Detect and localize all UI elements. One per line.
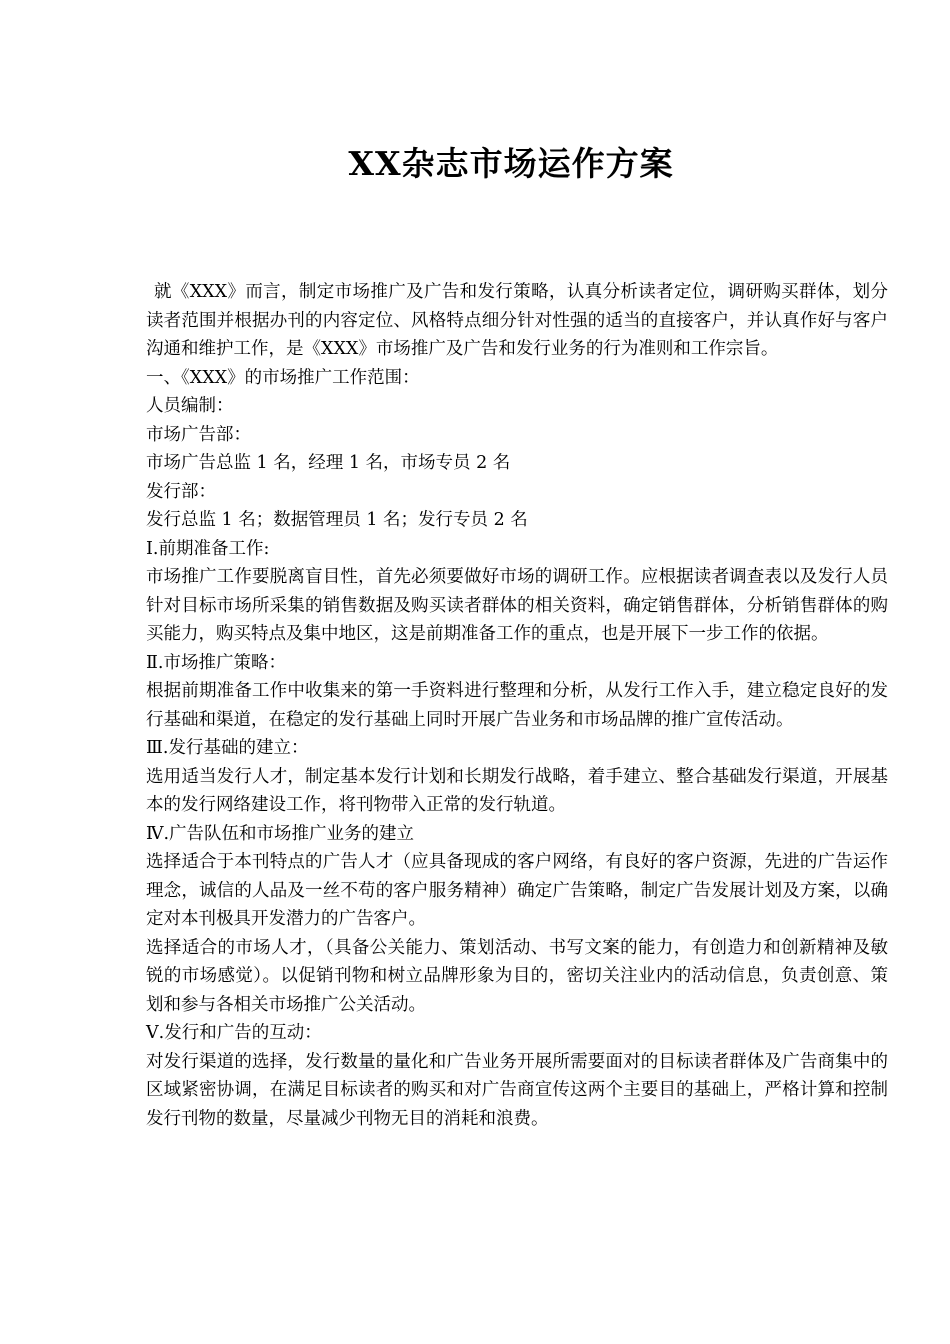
intro-paragraph: 就《XXX》而言，制定市场推广及广告和发行策略，认真分析读者定位，调研购买群体，划分读者范围并根据办刊的内容定位、风格特点细分针对性强的适当的直接客户，并认真作好与客户沟通和维护工作，是《XXX》市场推广及广告和发行业务的行为准则和工作宗旨。 — [146, 282, 888, 359]
marketing-dept-label: 市场广告部： — [146, 424, 251, 445]
staffing-label: 人员编制： — [146, 396, 234, 416]
heading-strategy: Ⅱ.市场推广策略： — [146, 652, 286, 673]
marketing-dept-staff: 市场广告总监 1 名，经理 1 名，市场专员 2 名 — [146, 453, 511, 473]
section-heading-scope: 一、《XXX》的市场推广工作范围： — [146, 367, 420, 388]
paragraph-distribution-base: 选用适当发行人才，制定基本发行计划和长期发行战略，着手建立、整合基础发行渠道，开展基本的发行网络建设工作，将刊物带入正常的发行轨道。 — [146, 766, 888, 815]
paragraph-strategy: 根据前期准备工作中收集来的第一手资料进行整理和分析，从发行工作入手，建立稳定良好的发行基础和渠道，在稳定的发行基础上同时开展广告业务和市场品牌的推广宣传活动。 — [146, 681, 888, 730]
heading-distribution-base: Ⅲ.发行基础的建立： — [146, 738, 309, 758]
heading-advertising-team: Ⅳ.广告队伍和市场推广业务的建立 — [146, 823, 415, 844]
paragraph-advertising-team: 选择适合于本刊特点的广告人才（应具备现成的客户网络，有良好的客户资源，先进的广告运作理念，诚信的人品及一丝不苟的客户服务精神）确定广告策略，制定广告发展计划及方案，以确定对本刊极具开发潜力的广告客户。 — [146, 852, 888, 929]
distribution-dept-label: 发行部： — [146, 481, 216, 502]
paragraph-interaction: 对发行渠道的选择，发行数量的量化和广告业务开展所需要面对的目标读者群体及广告商集中的区域紧密协调，在满足目标读者的购买和对广告商宣传这两个主要目的基础上，严格计算和控制发行刊物的数量，尽量减少刊物无目的消耗和浪费。 — [146, 1051, 888, 1129]
heading-preparation: Ⅰ.前期准备工作: — [146, 538, 270, 559]
document-body — [146, 278, 888, 1133]
heading-interaction: Ⅴ.发行和广告的互动： — [146, 1023, 322, 1043]
document-title: XX杂志市场运作方案 — [348, 144, 674, 183]
distribution-dept-staff: 发行总监 1 名；数据管理员 1 名；发行专员 2 名 — [146, 510, 528, 530]
paragraph-marketing-talent: 选择适合的市场人才，（具备公关能力、策划活动、书写文案的能力，有创造力和创新精神及敏锐的市场感觉）。以促销刊物和树立品牌形象为目的，密切关注业内的活动信息，负责创意、策划和参与各相关市场推广公关活动。 — [146, 937, 888, 1015]
paragraph-preparation: 市场推广工作要脱离盲目性，首先必须要做好市场的调研工作。应根据读者调查表以及发行人员针对目标市场所采集的销售数据及购买读者群体的相关资料，确定销售群体，分析销售群体的购买能力，购买特点及集中地区，这是前期准备工作的重点，也是开展下一步工作的依据。 — [146, 567, 888, 644]
